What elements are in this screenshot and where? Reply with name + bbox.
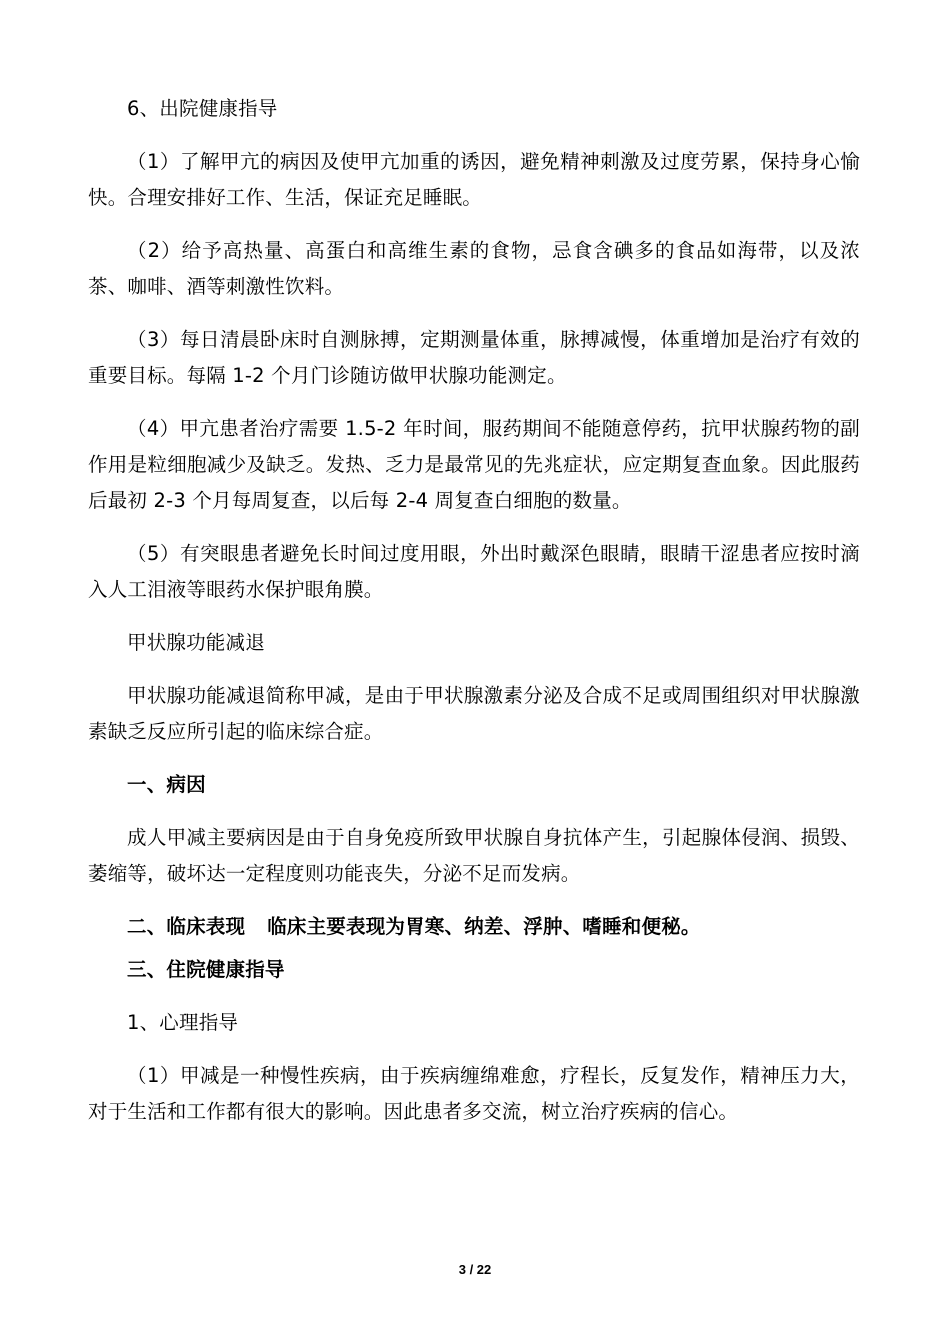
paragraph-item-3: （3）每日清晨卧床时自测脉搏，定期测量体重，脉搏减慢，体重增加是治疗有效的重要目标。每隔 1-2 个月门诊随访做甲状腺功能测定。	[88, 328, 860, 387]
paragraph-definition: 甲状腺功能减退简称甲减，是由于甲状腺激素分泌及合成不足或周围组织对甲状腺激素缺乏反应所引起的临床综合症。	[88, 684, 860, 743]
clinical-summary: 临床主要表现为胃寒、纳差、浮肿、嗜睡和便秘。	[267, 915, 701, 938]
paragraph-etiology: 成人甲减主要病因是由于自身免疫所致甲状腺自身抗体产生，引起腺体侵润、损毁、萎缩等，破坏达一定程度则功能丧失，分泌不足而发病。	[88, 826, 860, 885]
heading-inpatient-guidance: 三、住院健康指导	[127, 958, 285, 981]
paragraph-item-4: （4）甲亢患者治疗需要 1.5-2 年时间，服药期间不能随意停药，抗甲状腺药物的副作用是粒细胞减少及缺乏。发热、乏力是最常见的先兆症状，应定期复查血象。因此服药后最初 2-3 个月每周复查，以后每 2-4 周复查白细胞的数量。	[88, 417, 860, 512]
paragraph-item-2: （2）给予高热量、高蛋白和高维生素的食物，忌食含碘多的食品如海带，以及浓茶、咖啡、酒等刺激性饮料。	[88, 239, 860, 298]
page-number: 3 / 22	[458, 1262, 492, 1277]
page-content	[88, 91, 860, 1147]
heading-etiology: 一、病因	[127, 773, 206, 796]
paragraph-item-1: （1）了解甲亢的病因及使甲亢加重的诱因，避免精神刺激及过度劳累，保持身心愉快。合理安排好工作、生活，保证充足睡眠。	[88, 150, 860, 209]
paragraph-item-5: （5）有突眼患者避免长时间过度用眼，外出时戴深色眼睛，眼睛干涩患者应按时滴入人工泪液等眼药水保护眼角膜。	[88, 542, 860, 601]
heading-clinical-label: 二、临床表现	[127, 915, 246, 938]
topic-title-hypothyroidism: 甲状腺功能减退	[127, 631, 265, 654]
heading-clinical-manifestation	[88, 909, 860, 945]
section-heading-discharge-guidance: 6、出院健康指导	[127, 97, 278, 120]
paragraph-psych-item-1: （1）甲减是一种慢性疾病，由于疾病缠绵难愈，疗程长，反复发作，精神压力大，对于生活和工作都有很大的影响。因此患者多交流，树立治疗疾病的信心。	[88, 1064, 860, 1123]
subheading-psychological-guidance: 1、心理指导	[127, 1011, 239, 1034]
